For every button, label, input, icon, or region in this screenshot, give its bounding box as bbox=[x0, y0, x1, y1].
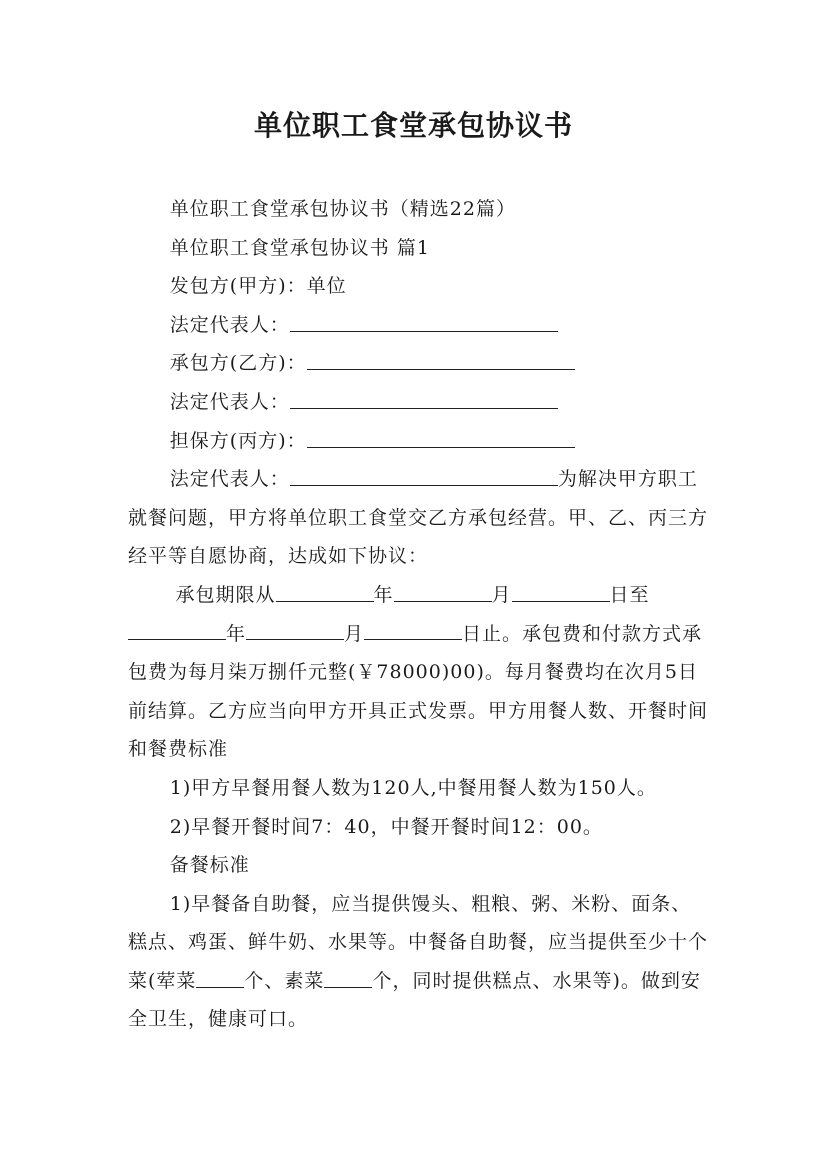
paragraph-heading: 单位职工食堂承包协议书 篇1 bbox=[169, 236, 430, 259]
text-meal-standard-c: 个，同时提供糕点、水果等)。做到安全卫生，健康可口。 bbox=[128, 969, 701, 1031]
label-legal-rep-b: 法定代表人： bbox=[169, 390, 290, 413]
text-year: 年 bbox=[226, 622, 247, 645]
text-meal-standard-a: 1)早餐备自助餐，应当提供馒头、粗粮、粥、米粉、面条、糕点、鸡蛋、鲜牛奶、水果等。中餐备自助餐，应当提供至少十个菜(荤菜 bbox=[128, 892, 709, 992]
label-legal-rep-c: 法定代表人： bbox=[169, 468, 290, 491]
blank-line bbox=[276, 581, 374, 602]
paragraph-diners: 1)甲方早餐用餐人数为120人,中餐用餐人数为150人。 bbox=[169, 776, 657, 799]
paragraph-guarantor bbox=[128, 422, 708, 461]
paragraph-intro: 单位职工食堂承包协议书（精选22篇） bbox=[169, 198, 516, 220]
paragraph-party-a: 发包方(甲方)：单位 bbox=[169, 275, 347, 298]
blank-line bbox=[394, 581, 492, 602]
paragraph-meal-standard-heading: 备餐标准 bbox=[169, 854, 250, 877]
paragraph-legal-rep-c bbox=[128, 460, 708, 576]
label-legal-rep-a: 法定代表人： bbox=[169, 313, 290, 336]
paragraph-legal-rep-a bbox=[128, 306, 708, 345]
paragraph-meal-times: 2)早餐开餐时间7：40，中餐开餐时间12：00。 bbox=[169, 815, 603, 838]
text-month: 月 bbox=[344, 622, 365, 645]
blank-line bbox=[307, 349, 575, 370]
paragraph-party-b bbox=[128, 344, 708, 383]
text-fee-terms: 日止。承包费和付款方式承包费为每月柒万捌仟元整(￥78000)00)。每月餐费均在次月5日前结算。乙方应当向甲方开具正式发票。甲方用餐人数、开餐时间和餐费标准 bbox=[128, 622, 709, 761]
paragraph-purpose: 为解决甲方职工就餐问题，甲方将单位职工食堂交乙方承包经营。甲、乙、丙三方经平等自愿协商，达成如下协议： bbox=[128, 468, 709, 568]
label-party-b: 承包方(乙方)： bbox=[169, 352, 307, 375]
blank-line bbox=[246, 620, 344, 641]
text-month: 月 bbox=[491, 583, 512, 606]
blank-line bbox=[128, 620, 226, 641]
blank-line bbox=[512, 581, 610, 602]
paragraph-meal-standard bbox=[128, 885, 708, 1039]
blank-line bbox=[290, 465, 558, 486]
text-meal-standard-b: 个、素菜 bbox=[244, 969, 325, 992]
paragraph-term bbox=[128, 576, 708, 769]
blank-line bbox=[196, 967, 244, 988]
text-day-to: 日至 bbox=[609, 583, 650, 606]
paragraph-legal-rep-b bbox=[128, 383, 708, 422]
blank-line bbox=[364, 620, 462, 641]
document-body bbox=[128, 190, 708, 1039]
blank-line bbox=[290, 388, 558, 409]
blank-line bbox=[290, 311, 558, 332]
text-term-start: 承包期限从 bbox=[175, 583, 276, 606]
blank-line bbox=[307, 427, 575, 448]
blank-line bbox=[324, 967, 372, 988]
label-guarantor: 担保方(丙方)： bbox=[169, 429, 307, 452]
document-title: 单位职工食堂承包协议书 bbox=[253, 109, 573, 142]
text-year: 年 bbox=[373, 583, 394, 606]
